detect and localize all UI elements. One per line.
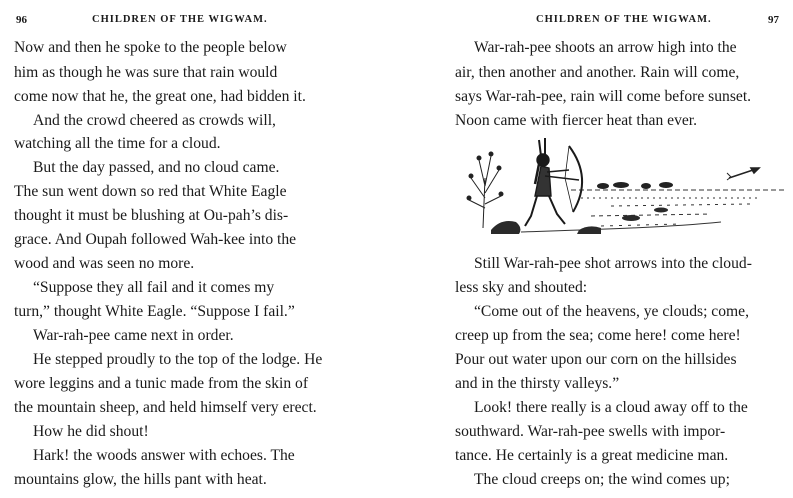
left-page xyxy=(0,0,360,498)
text-line: watching all the time for a cloud. xyxy=(14,135,221,152)
paragraph-start-line: He stepped proudly to the top of the lodge. He xyxy=(33,351,323,368)
paragraph-start-line: War-rah-pee shoots an arrow high into the xyxy=(474,39,737,56)
text-line: the mountain sheep, and held himself very erect. xyxy=(14,399,317,416)
paragraph-start-line: “Come out of the heavens, ye clouds; come, xyxy=(474,303,749,320)
left-running-head: CHILDREN OF THE WIGWAM. xyxy=(92,14,268,25)
right-running-head: CHILDREN OF THE WIGWAM. xyxy=(536,14,712,25)
text-line: turn,” thought White Eagle. “Suppose I fail.” xyxy=(14,303,295,320)
text-line: Pour out water upon our corn on the hillsides xyxy=(455,351,737,368)
text-line: grace. And Oupah followed Wah-kee into the xyxy=(14,231,297,248)
text-line: less sky and shouted: xyxy=(455,279,588,296)
text-line: and in the thirsty valleys.” xyxy=(455,375,620,392)
paragraph-start-line: The cloud creeps on; the wind comes up; xyxy=(474,471,730,488)
text-line: wore leggins and a tunic made from the skin of xyxy=(14,375,309,392)
right-page-number: 97 xyxy=(768,14,779,26)
paragraph-start-line: And the crowd cheered as crowds will, xyxy=(33,112,276,129)
paragraph-start-line: Hark! the woods answer with echoes. The xyxy=(33,447,295,464)
text-line: Now and then he spoke to the people below xyxy=(14,39,287,56)
text-line: wood and was seen no more. xyxy=(14,255,195,272)
text-line: mountains glow, the hills pant with heat. xyxy=(14,471,267,488)
text-line: The sun went down so red that White Eagle xyxy=(14,183,287,200)
right-page xyxy=(425,0,793,498)
paragraph-start-line: But the day passed, and no cloud came. xyxy=(33,159,280,176)
paragraph-start-line: How he did shout! xyxy=(33,423,149,440)
text-line: says War-rah-pee, rain will come before sunset. xyxy=(455,88,752,105)
text-line: come now that he, the great one, had bidden it. xyxy=(14,88,306,105)
paragraph-start-line: Look! there really is a cloud away off to the xyxy=(474,399,748,416)
paragraph-start-line: “Suppose they all fail and it comes my xyxy=(33,279,275,296)
text-line: air, then another and another. Rain will come, xyxy=(455,64,740,81)
archer-illustration xyxy=(461,138,787,234)
text-line: southward. War-rah-pee swells with impor- xyxy=(455,423,726,440)
text-line: Noon came with fiercer heat than ever. xyxy=(455,112,698,129)
paragraph-start-line: Still War-rah-pee shot arrows into the cloud- xyxy=(474,255,752,272)
text-line: creep up from the sea; come here! come here! xyxy=(455,327,741,344)
paragraph-start-line: War-rah-pee came next in order. xyxy=(33,327,234,344)
left-page-number: 96 xyxy=(16,14,27,26)
text-line: tance. He certainly is a great medicine man. xyxy=(455,447,729,464)
text-line: him as though he was sure that rain would xyxy=(14,64,278,81)
text-line: thought it must be blushing at Ou-pah’s dis- xyxy=(14,207,289,224)
